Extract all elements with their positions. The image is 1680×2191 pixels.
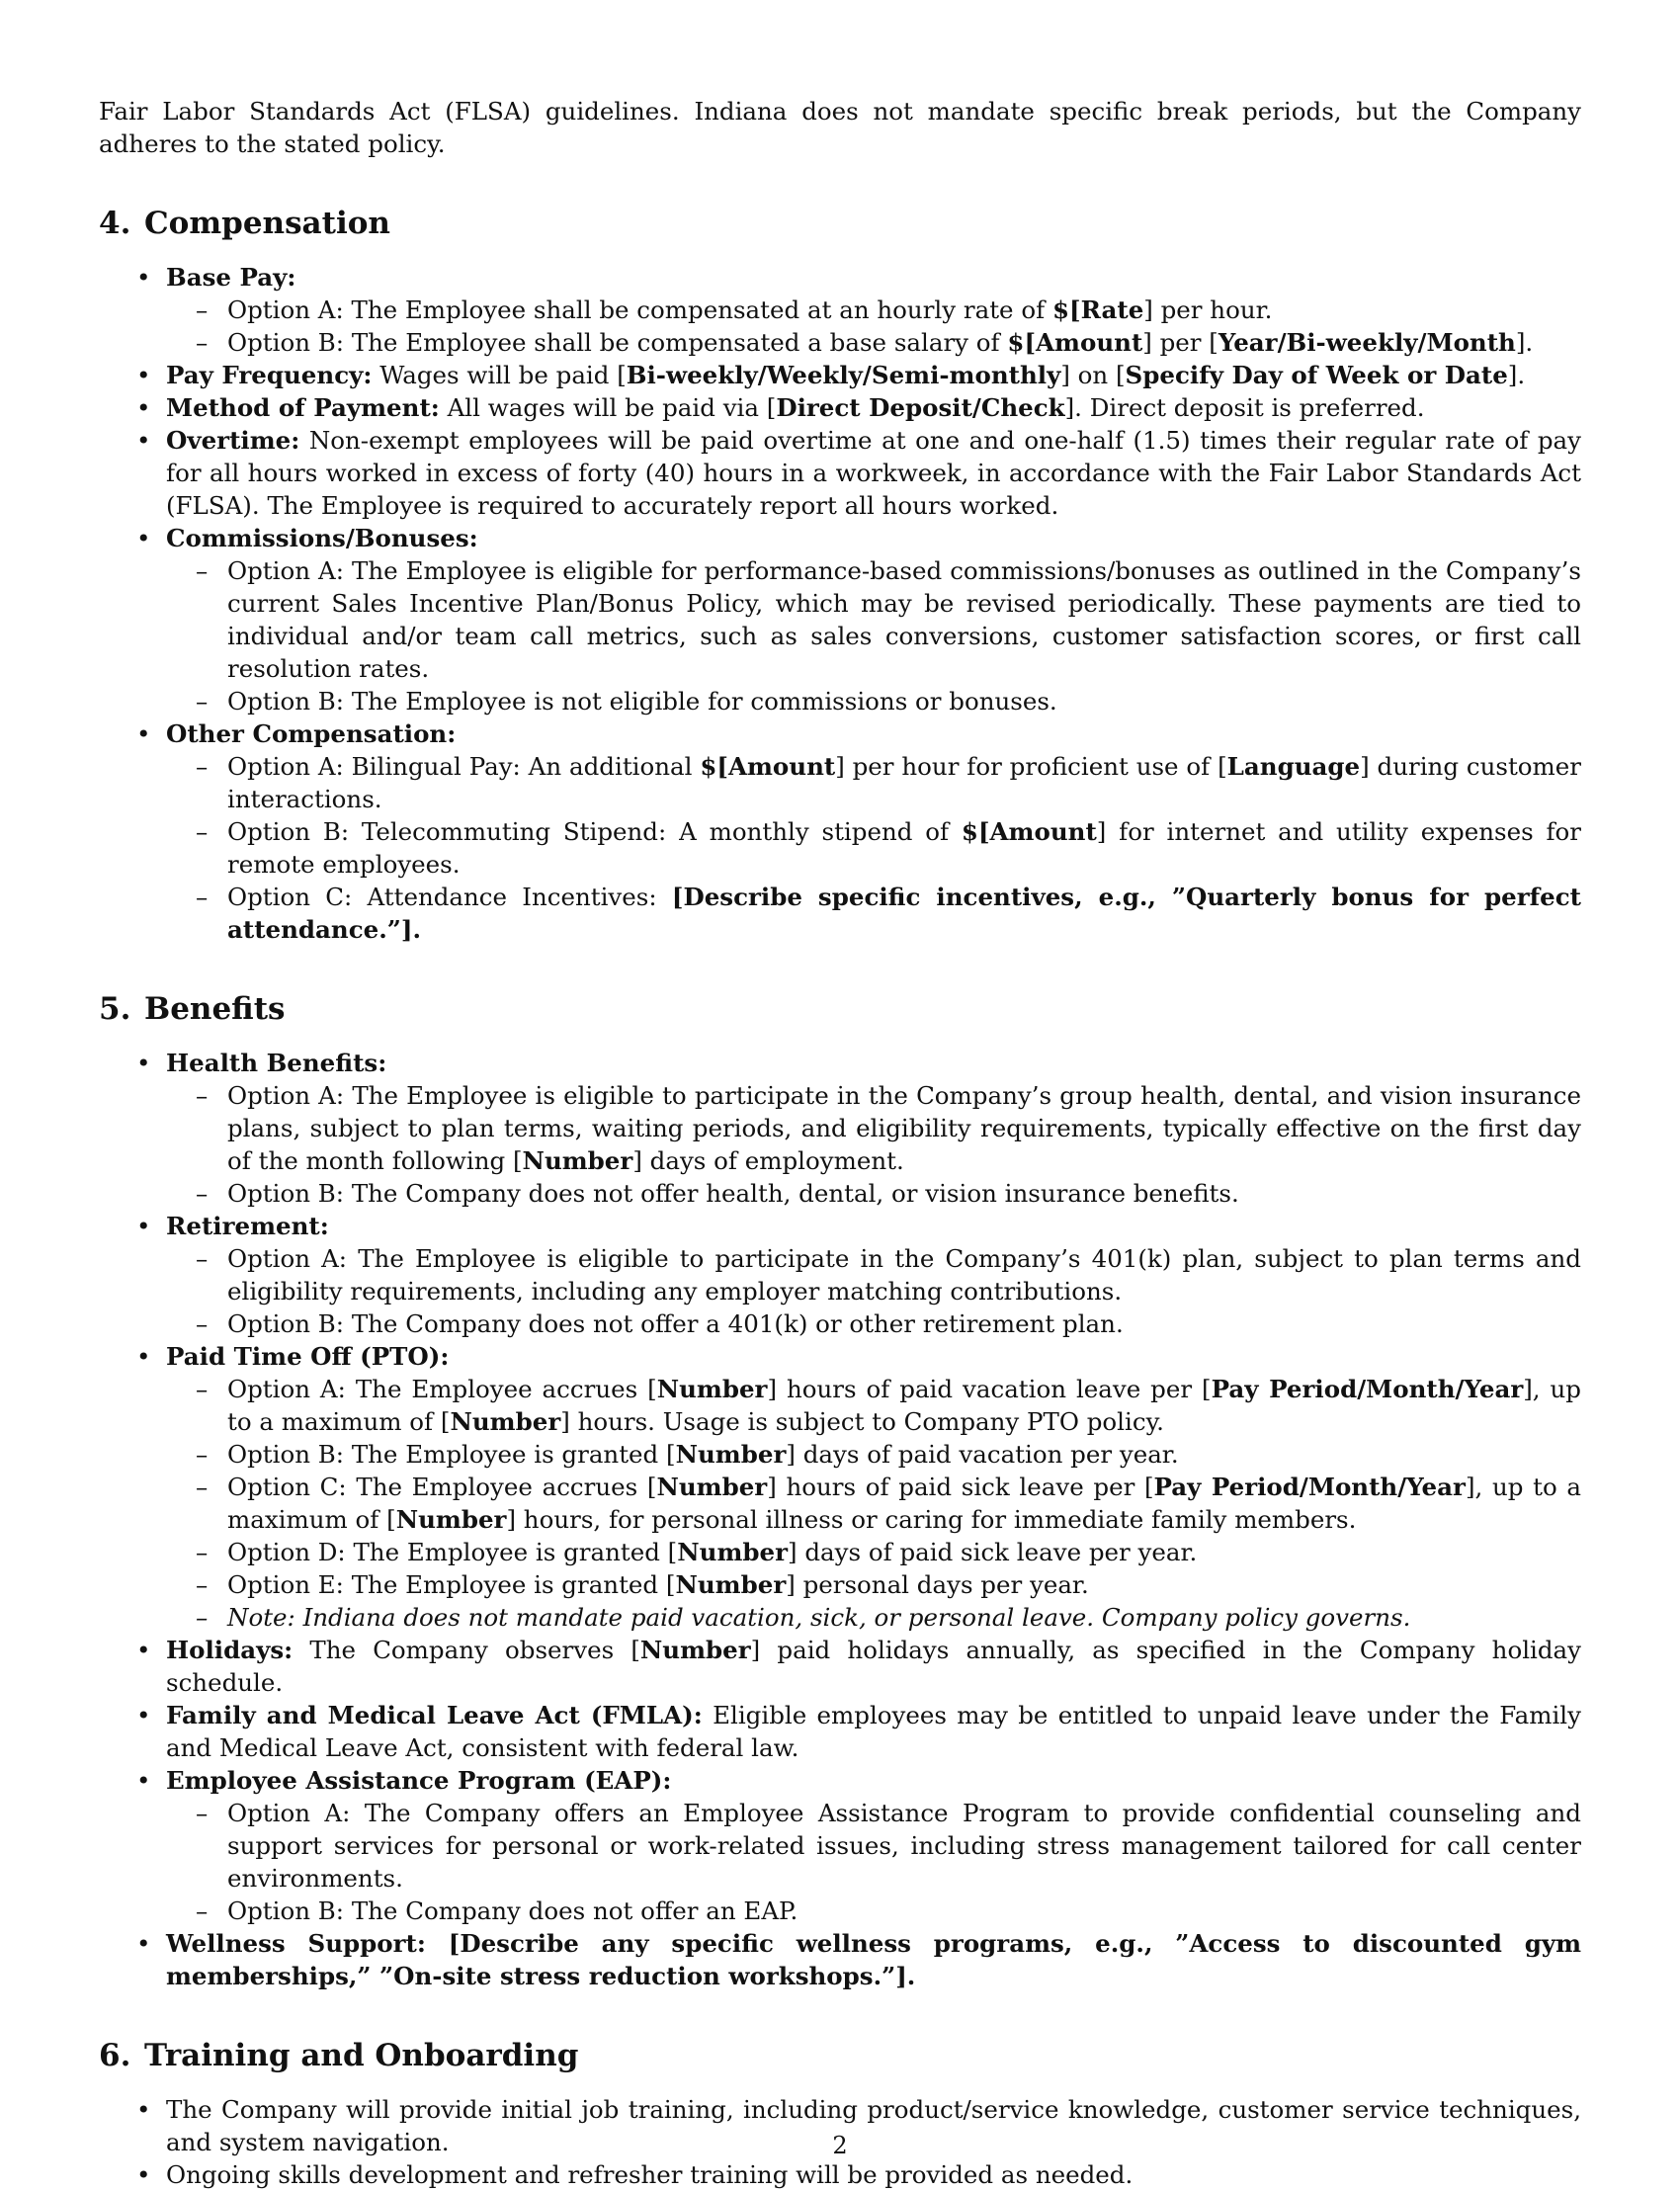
section-number: 5. <box>99 991 131 1027</box>
section-5-heading <box>99 989 1581 1029</box>
item-label: Employee Assistance Program (EAP): <box>166 1766 672 1795</box>
list-item-holidays: • Holidays: The Company observes [Number] paid holidays annually, as specified in the Company holiday schedule. <box>99 1634 1581 1699</box>
list-item-fmla: • Family and Medical Leave Act (FMLA): Eligible employees may be entitled to unpaid leave under the Family and Medical Leave Act, consistent with federal law. <box>99 1699 1581 1764</box>
list-item: • Ongoing skills development and refresher training will be provided as needed. <box>99 2158 1581 2191</box>
sub-item-note: – Note: Indiana does not mandate paid vacation, sick, or personal leave. Company policy governs. <box>166 1601 1581 1634</box>
list-item-base-pay <box>99 261 1581 359</box>
section-number: 6. <box>99 2038 131 2073</box>
section-number: 4. <box>99 206 131 241</box>
sub-item: – Option A: The Employee shall be compensated at an hourly rate of $[Rate] per hour. <box>166 294 1581 326</box>
sub-item: – Option A: The Company offers an Employee Assistance Program to provide confidential counseling and support services for personal or work-related issues, including stress management tailored for call center environments. <box>166 1797 1581 1895</box>
list-item-commissions <box>99 522 1581 717</box>
benefits-list <box>99 1047 1581 1992</box>
sub-list <box>166 1242 1581 1340</box>
sub-list <box>166 294 1581 359</box>
list-item-pto <box>99 1340 1581 1634</box>
sub-list <box>166 1373 1581 1634</box>
page-number: 2 <box>832 2132 848 2159</box>
page-content <box>99 95 1581 2191</box>
list-item-retirement <box>99 1210 1581 1340</box>
sub-list <box>166 1797 1581 1927</box>
sub-item: – Option B: The Employee is granted [Number] days of paid vacation per year. <box>166 1438 1581 1471</box>
item-label: Retirement: <box>166 1212 329 1240</box>
section-4-heading <box>99 204 1581 243</box>
list-item-eap <box>99 1764 1581 1927</box>
item-label: Health Benefits: <box>166 1049 387 1077</box>
sub-list <box>166 1079 1581 1210</box>
section-title: Benefits <box>144 991 286 1027</box>
sub-item: – Option B: The Company does not offer health, dental, or vision insurance benefits. <box>166 1177 1581 1210</box>
intro-paragraph: Fair Labor Standards Act (FLSA) guidelines. Indiana does not mandate specific break periods, but the Company adheres to the stated policy. <box>99 97 1581 158</box>
item-label: Commissions/Bonuses: <box>166 524 478 552</box>
list-item-other-compensation <box>99 717 1581 946</box>
list-item-overtime: • Overtime: Non-exempt employees will be paid overtime at one and one-half (1.5) times their regular rate of pay for all hours worked in excess of forty (40) hours in a workweek, in accordance with the Fair Labor Standards Act (FLSA). The Employee is required to accurately report all hours worked. <box>99 424 1581 522</box>
list-item-health-benefits <box>99 1047 1581 1210</box>
compensation-list <box>99 261 1581 946</box>
section-title: Compensation <box>144 206 390 241</box>
sub-item: – Option A: The Employee is eligible for performance-based commissions/bonuses as outlined in the Company’s current Sales Incentive Plan/Bonus Policy, which may be revised periodically. These payments are tied to individual and/or team call metrics, such as sales conversions, customer satisfaction scores, or first call resolution rates. <box>166 554 1581 685</box>
list-item-pay-frequency: • Pay Frequency: Wages will be paid [Bi-weekly/Weekly/Semi-monthly] on [Specify Day of Week or Date]. <box>99 359 1581 391</box>
sub-item: – Option B: Telecommuting Stipend: A monthly stipend of $[Amount] for internet and utility expenses for remote employees. <box>166 815 1581 881</box>
sub-item: – Option B: The Company does not offer a 401(k) or other retirement plan. <box>166 1307 1581 1340</box>
list-item-method-of-payment: • Method of Payment: All wages will be paid via [Direct Deposit/Check]. Direct deposit is preferred. <box>99 391 1581 424</box>
item-label: Other Compensation: <box>166 719 457 748</box>
section-6-heading <box>99 2036 1581 2075</box>
sub-item: – Option A: Bilingual Pay: An additional $[Amount] per hour for proficient use of [Language] during customer interactions. <box>166 750 1581 815</box>
sub-item: – Option D: The Employee is granted [Number] days of paid sick leave per year. <box>166 1536 1581 1568</box>
sub-item: – Option B: The Employee shall be compensated a base salary of $[Amount] per [Year/Bi-weekly/Month]. <box>166 326 1581 359</box>
sub-item: – Option C: The Employee accrues [Number] hours of paid sick leave per [Pay Period/Month/Year], up to a maximum of [Number] hours, for personal illness or caring for immediate family members. <box>166 1471 1581 1536</box>
sub-item: – Option A: The Employee is eligible to participate in the Company’s 401(k) plan, subject to plan terms and eligibility requirements, including any employer matching contributions. <box>166 1242 1581 1307</box>
item-label: Base Pay: <box>166 263 296 292</box>
sub-list <box>166 554 1581 717</box>
sub-item: – Option A: The Employee accrues [Number] hours of paid vacation leave per [Pay Period/Month/Year], up to a maximum of [Number] hours. Usage is subject to Company PTO policy. <box>166 1373 1581 1438</box>
sub-item: – Option C: Attendance Incentives: [Describe specific incentives, e.g., ”Quarterly bonus for perfect attendance.”]. <box>166 881 1581 946</box>
list-item: • The Company will provide initial job training, including product/service knowledge, customer service techniques, and system navigation. <box>99 2093 1581 2158</box>
list-item-wellness: • Wellness Support: [Describe any specific wellness programs, e.g., ”Access to discounted gym memberships,” ”On-site stress reduction workshops.”]. <box>99 1927 1581 1992</box>
sub-item: – Option E: The Employee is granted [Number] personal days per year. <box>166 1568 1581 1601</box>
sub-item: – Option B: The Employee is not eligible for commissions or bonuses. <box>166 685 1581 717</box>
sub-item: – Option A: The Employee is eligible to participate in the Company’s group health, dental, and vision insurance plans, subject to plan terms, waiting periods, and eligibility requirements, typically effective on the first day of the month following [Number] days of employment. <box>166 1079 1581 1177</box>
sub-item: – Option B: The Company does not offer an EAP. <box>166 1895 1581 1927</box>
sub-list <box>166 750 1581 946</box>
section-title: Training and Onboarding <box>144 2038 579 2073</box>
item-label: Paid Time Off (PTO): <box>166 1342 450 1371</box>
